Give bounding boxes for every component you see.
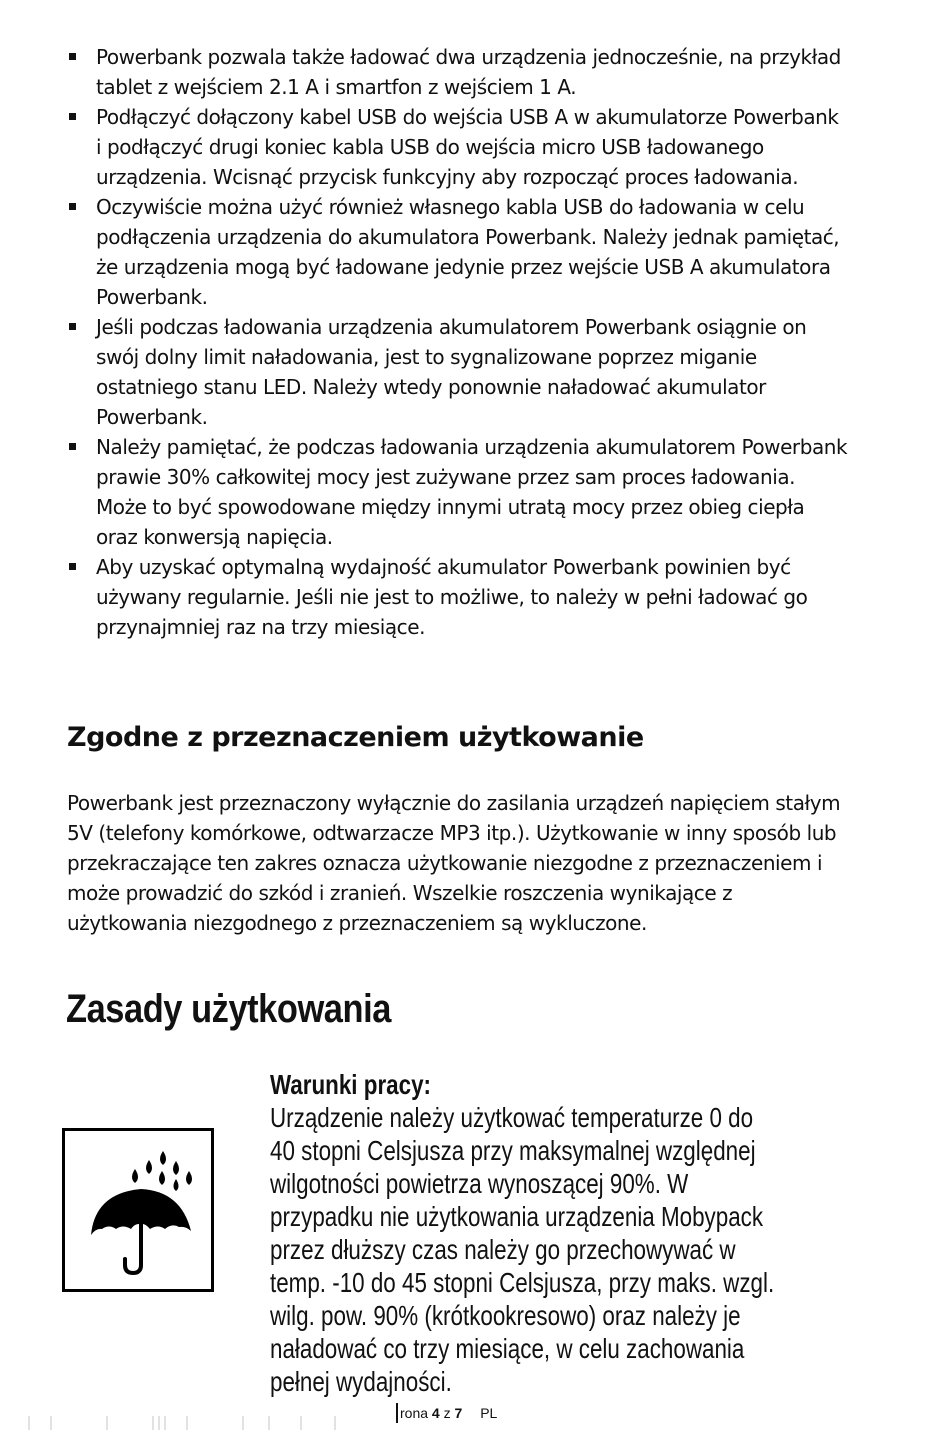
list-item [68,552,848,642]
operating-conditions [270,1068,782,1398]
scan-artifact [28,1412,368,1432]
square-bullet-icon [69,323,76,330]
list-item-text: Powerbank pozwala także ładować dwa urządzenia jednocześnie, na przykład tablet z wejściem 2.1 A i smartfon z wejściem 1 A. [96,45,841,99]
list-item [68,192,848,312]
footer-of: z [443,1405,451,1421]
list-item-text: Aby uzyskać optymalną wydajność akumulator Powerbank powinien być używany regularnie. Jeśli nie jest to możliwe, to należy w pełni ładować go przynajmniej raz na trzy miesiące. [96,555,808,639]
intended-use-text: Powerbank jest przeznaczony wyłącznie do zasilania urządzeń napięciem stałym 5V (telefony komórkowe, odtwarzacze MP3 itp.). Użytkowanie w inny sposób lub przekraczające ten zakres oznacza użytkowanie niezgodne z przeznaczeniem i może prowadzić do szkód i zranień. Wszelkie roszczenia wynikające z użytkowania niezgodnego z przeznaczeniem są wykluczone. [67,791,841,935]
list-item [68,102,848,192]
list-item-text: Jeśli podczas ładowania urządzenia akumulatorem Powerbank osiągnie on swój dolny limit naładowania, jest to sygnalizowane poprzez miganie ostatniego stanu LED. Należy wtedy ponownie naładować akumulator Powerbank. [96,315,807,429]
list-item-text: Podłączyć dołączony kabel USB do wejścia USB A w akumulatorze Powerbank i podłączyć drugi koniec kabla USB do wejścia micro USB ładowanego urządzenia. Wcisnąć przycisk funkcyjny aby rozpocząć proces ładowania. [96,105,839,189]
list-item [68,432,848,552]
footer-prefix: rona [400,1405,429,1421]
usage-rules-heading: Zasady użytkowania [66,987,391,1031]
keep-dry-umbrella-icon [62,1128,214,1292]
square-bullet-icon [69,113,76,120]
total-pages-number: 7 [454,1405,463,1421]
list-item [68,42,848,102]
language-code: PL [480,1405,498,1421]
intended-use-heading: Zgodne z przeznaczeniem użytkowanie [67,722,644,753]
operating-conditions-text: Urządzenie należy użytkować temperaturze 0 do 40 stopni Celsjusza przy maksymalnej względnej wilgotności powietrza wynoszącej 90%. W przypadku nie użytkowania urządzenia Mobypack przez dłuższy czas należy go przechowywać w temp. -10 do 45 stopni Celsjusza, przy maks. wzgl. wilg. pow. 90% (krótkookresowo) oraz należy je naładować co trzy miesiące, w celu zachowania pełnej wydajności. [270,1102,775,1397]
list-item [68,312,848,432]
operating-conditions-title: Warunki pracy: [270,1069,431,1100]
list-item-text: Oczywiście można użyć również własnego kabla USB do ładowania w celu podłączenia urządzenia do akumulatora Powerbank. Należy jednak pamiętać, że urządzenia mogą być ładowane jedynie przez wejście USB A akumulatora Powerbank. [96,195,840,309]
current-page-number: 4 [431,1405,440,1421]
bullet-list [68,42,848,642]
square-bullet-icon [69,563,76,570]
square-bullet-icon [69,203,76,210]
list-item-text: Należy pamiętać, że podczas ładowania urządzenia akumulatorem Powerbank prawie 30% całkowitej mocy jest zużywane przez sam proces ładowania. Może to być spowodowane między innymi utratą mocy przez obieg ciepła oraz konwersją napięcia. [96,435,848,549]
square-bullet-icon [69,443,76,450]
text-cursor-icon [396,1403,398,1423]
page-footer [396,1402,497,1424]
square-bullet-icon [69,53,76,60]
